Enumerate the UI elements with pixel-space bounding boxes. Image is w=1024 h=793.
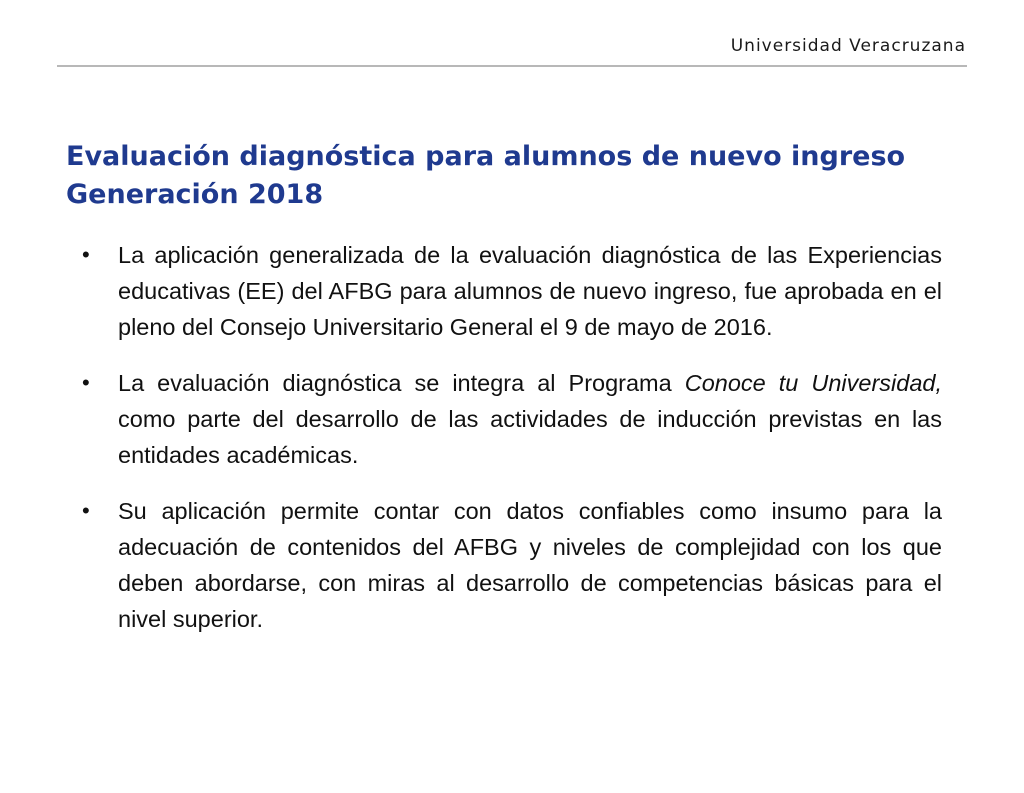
slide-title bbox=[66, 138, 905, 214]
bullet-icon: • bbox=[82, 498, 90, 523]
bullet-text-part: La evaluación diagnóstica se integra al Programa bbox=[118, 370, 685, 396]
bullet-icon: • bbox=[82, 370, 90, 395]
bullet-text: La aplicación generalizada de la evaluación diagnóstica de las Experiencias educativas (EE) del AFBG para alumnos de nuevo ingreso, fue aprobada en el pleno del Consejo Universitario General el 9 de mayo de 2016. bbox=[118, 242, 942, 340]
bullet-item bbox=[80, 365, 942, 473]
organization-name: Universidad Veracruzana bbox=[730, 36, 966, 56]
header-divider bbox=[57, 65, 967, 67]
bullet-item bbox=[80, 237, 942, 345]
bullet-text: Su aplicación permite contar con datos confiables como insumo para la adecuación de contenidos del AFBG y niveles de complejidad con los que deben abordarse, con miras al desarrollo de competencias básicas para el nivel superior. bbox=[118, 498, 942, 632]
program-name: Conoce tu Universidad, bbox=[684, 370, 943, 396]
title-line-2: Generación 2018 bbox=[66, 179, 324, 210]
bullet-text-part: como parte del desarrollo de las actividades de inducción previstas en las entidades académicas. bbox=[118, 406, 942, 468]
bullet-item bbox=[80, 493, 942, 637]
bullet-text bbox=[118, 370, 942, 468]
bullet-icon: • bbox=[82, 242, 90, 267]
bullet-list bbox=[80, 237, 942, 657]
title-line-1: Evaluación diagnóstica para alumnos de nuevo ingreso bbox=[66, 141, 906, 172]
